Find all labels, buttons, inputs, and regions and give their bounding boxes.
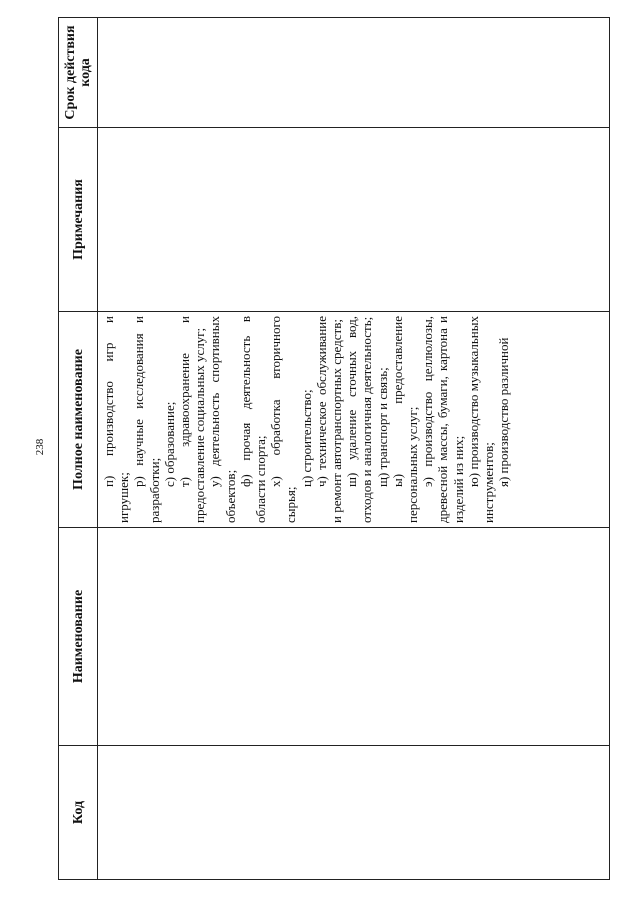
- full-name-list: [99, 313, 511, 526]
- header-notes: Примечания: [59, 128, 98, 312]
- list-item: р) научные исследования и разработки;: [131, 316, 162, 523]
- rotated-table-wrapper: [58, 18, 610, 880]
- list-item: щ) транспорт и связь;: [374, 367, 390, 487]
- list-item: ш) удаление сточных вод, отходов и аналогичная деятельность;: [344, 316, 375, 523]
- list-item: ф) прочая деятельность в области спорта;: [237, 316, 269, 523]
- cell-code: [98, 746, 610, 880]
- list-item: у) деятельность спортивных объектов;: [207, 316, 238, 523]
- list-item: э) производство целлюлозы, древесной массы, бумаги, картона и изделий из них;: [420, 316, 466, 523]
- header-row: [59, 18, 98, 880]
- list-item: с) образование;: [161, 401, 177, 487]
- cell-name: [98, 528, 610, 746]
- list-item: ц) строительство;: [298, 389, 314, 487]
- list-item: ы) предоставление персональных услуг;: [389, 316, 421, 523]
- list-item: х) обработка вторичного сырья;: [268, 316, 299, 523]
- code-table: [58, 17, 610, 880]
- header-name: Наименование: [59, 528, 98, 746]
- list-item: ю) производство музыкальных инструментов;: [465, 316, 497, 523]
- cell-validity: [98, 18, 610, 128]
- header-validity: Срок действия кода: [59, 18, 98, 128]
- header-full-name: Полное наименование: [59, 312, 98, 528]
- cell-notes: [98, 128, 610, 312]
- cell-full-name: [98, 312, 610, 528]
- list-item: я) производство различной: [496, 337, 512, 487]
- list-item: т) здравоохранение и предоставление социальных услуг;: [177, 316, 208, 523]
- page-number: 238: [34, 438, 46, 456]
- header-code: Код: [59, 746, 98, 880]
- table-row: [98, 18, 610, 880]
- list-item: ч) техническое обслуживание и ремонт автотранспортных средств;: [313, 316, 345, 523]
- list-item: п) производство игр и игрушек;: [101, 316, 132, 523]
